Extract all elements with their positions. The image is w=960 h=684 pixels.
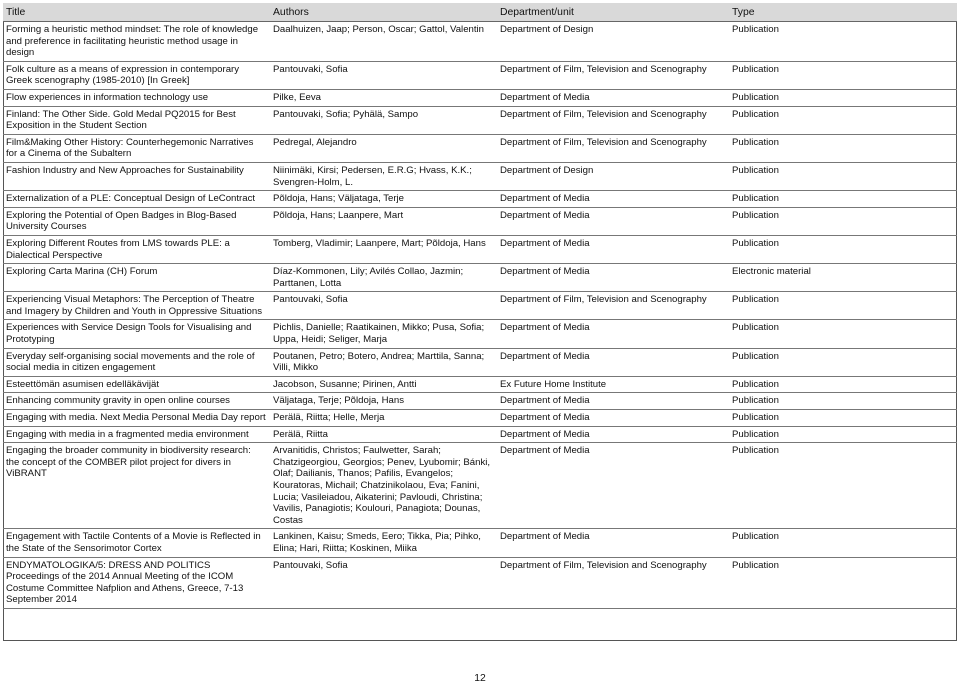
cell-department: Department of Film, Television and Scenography bbox=[497, 134, 729, 162]
cell-department: Department of Film, Television and Scenography bbox=[497, 106, 729, 134]
cell-department: Department of Film, Television and Scenography bbox=[497, 557, 729, 608]
cell-authors: Tomberg, Vladimir; Laanpere, Mart; Põldoja, Hans bbox=[270, 235, 497, 263]
cell-department: Department of Media bbox=[497, 191, 729, 208]
cell-type: Publication bbox=[729, 22, 957, 62]
cell-title: Folk culture as a means of expression in contemporary Greek scenography (1985-2010) [In Greek] bbox=[3, 61, 270, 89]
cell-department: Department of Design bbox=[497, 22, 729, 62]
table-row bbox=[3, 292, 957, 320]
table-row bbox=[3, 393, 957, 410]
header-type: Type bbox=[729, 3, 957, 22]
cell-department: Department of Media bbox=[497, 443, 729, 529]
table-row bbox=[3, 134, 957, 162]
cell-department: Department of Media bbox=[497, 393, 729, 410]
cell-authors: Pantouvaki, Sofia bbox=[270, 557, 497, 608]
cell-department: Department of Media bbox=[497, 235, 729, 263]
cell-title: ENDYMATOLOGIKA/5: DRESS AND POLITICS Proceedings of the 2014 Annual Meeting of the ICOM Costume Committee Nafplion and Athens, Greece, 7-13 September 2014 bbox=[3, 557, 270, 608]
cell-authors: Jacobson, Susanne; Pirinen, Antti bbox=[270, 376, 497, 393]
cell-authors: Lankinen, Kaisu; Smeds, Eero; Tikka, Pia; Pihko, Elina; Hari, Riitta; Koskinen, Miika bbox=[270, 529, 497, 557]
cell-type: Publication bbox=[729, 393, 957, 410]
table-row bbox=[3, 264, 957, 292]
cell-title: Finland: The Other Side. Gold Medal PQ2015 for Best Exposition in the Student Section bbox=[3, 106, 270, 134]
cell-title: Experiencing Visual Metaphors: The Perception of Theatre and Imagery by Children and Youth in Oppressive Situations bbox=[3, 292, 270, 320]
cell-type: Publication bbox=[729, 207, 957, 235]
cell-type: Electronic material bbox=[729, 264, 957, 292]
cell-title: Engaging the broader community in biodiversity research: the concept of the COMBER pilot project for divers in ViBRANT bbox=[3, 443, 270, 529]
cell-authors: Perälä, Riitta; Helle, Merja bbox=[270, 410, 497, 427]
table-row bbox=[3, 61, 957, 89]
cell-authors: Poutanen, Petro; Botero, Andrea; Marttila, Sanna; Villi, Mikko bbox=[270, 348, 497, 376]
cell-type: Publication bbox=[729, 162, 957, 190]
cell-type: Publication bbox=[729, 235, 957, 263]
cell-type: Publication bbox=[729, 106, 957, 134]
cell-title: Exploring Different Routes from LMS towards PLE: a Dialectical Perspective bbox=[3, 235, 270, 263]
cell-title: Flow experiences in information technology use bbox=[3, 89, 270, 106]
table-row bbox=[3, 22, 957, 62]
cell-title: Experiences with Service Design Tools for Visualising and Prototyping bbox=[3, 320, 270, 348]
table-row bbox=[3, 557, 957, 608]
cell-department: Department of Design bbox=[497, 162, 729, 190]
cell-department: Department of Media bbox=[497, 320, 729, 348]
header-row bbox=[3, 3, 957, 22]
cell-type: Publication bbox=[729, 557, 957, 608]
table-row bbox=[3, 443, 957, 529]
cell-title: Exploring Carta Marina (CH) Forum bbox=[3, 264, 270, 292]
cell-type: Publication bbox=[729, 410, 957, 427]
table-row bbox=[3, 191, 957, 208]
cell-department: Ex Future Home Institute bbox=[497, 376, 729, 393]
table-body bbox=[3, 22, 957, 609]
cell-authors: Díaz-Kommonen, Lily; Avilés Collao, Jazmin; Parttanen, Lotta bbox=[270, 264, 497, 292]
cell-department: Department of Film, Television and Scenography bbox=[497, 292, 729, 320]
cell-department: Department of Media bbox=[497, 207, 729, 235]
cell-authors: Väljataga, Terje; Põldoja, Hans bbox=[270, 393, 497, 410]
cell-authors: Niinimäki, Kirsi; Pedersen, E.R.G; Hvass, K.K.; Svengren-Holm, L. bbox=[270, 162, 497, 190]
cell-type: Publication bbox=[729, 348, 957, 376]
table-row bbox=[3, 410, 957, 427]
cell-authors: Põldoja, Hans; Väljataga, Terje bbox=[270, 191, 497, 208]
cell-authors: Perälä, Riitta bbox=[270, 426, 497, 443]
cell-title: Fashion Industry and New Approaches for Sustainability bbox=[3, 162, 270, 190]
header-department: Department/unit bbox=[497, 3, 729, 22]
cell-authors: Pantouvaki, Sofia bbox=[270, 61, 497, 89]
cell-title: Engaging with media in a fragmented media environment bbox=[3, 426, 270, 443]
cell-title: Enhancing community gravity in open online courses bbox=[3, 393, 270, 410]
cell-authors: Põldoja, Hans; Laanpere, Mart bbox=[270, 207, 497, 235]
cell-authors: Pantouvaki, Sofia bbox=[270, 292, 497, 320]
table-row bbox=[3, 162, 957, 190]
table-row bbox=[3, 207, 957, 235]
cell-authors: Daalhuizen, Jaap; Person, Oscar; Gattol, Valentin bbox=[270, 22, 497, 62]
table-row bbox=[3, 235, 957, 263]
cell-type: Publication bbox=[729, 443, 957, 529]
cell-title: Everyday self-organising social movements and the role of social media in citizen engagement bbox=[3, 348, 270, 376]
cell-type: Publication bbox=[729, 292, 957, 320]
table-row bbox=[3, 376, 957, 393]
cell-title: Engaging with media. Next Media Personal Media Day report bbox=[3, 410, 270, 427]
cell-authors: Pantouvaki, Sofia; Pyhälä, Sampo bbox=[270, 106, 497, 134]
cell-title: Film&Making Other History: Counterhegemonic Narratives for a Cinema of the Subaltern bbox=[3, 134, 270, 162]
cell-authors: Pichlis, Danielle; Raatikainen, Mikko; Pusa, Sofia; Uppa, Heidi; Seliger, Marja bbox=[270, 320, 497, 348]
table-row bbox=[3, 89, 957, 106]
cell-title: Esteettömän asumisen edelläkävijät bbox=[3, 376, 270, 393]
page-number: 12 bbox=[474, 673, 486, 684]
cell-department: Department of Media bbox=[497, 348, 729, 376]
cell-title: Exploring the Potential of Open Badges in Blog-Based University Courses bbox=[3, 207, 270, 235]
cell-type: Publication bbox=[729, 191, 957, 208]
table-row bbox=[3, 348, 957, 376]
cell-authors: Pedregal, Alejandro bbox=[270, 134, 497, 162]
header-title: Title bbox=[3, 3, 270, 22]
cell-type: Publication bbox=[729, 376, 957, 393]
cell-department: Department of Media bbox=[497, 89, 729, 106]
cell-title: Forming a heuristic method mindset: The role of knowledge and preference in facilitating heuristic method usage in design bbox=[3, 22, 270, 62]
cell-authors: Pilke, Eeva bbox=[270, 89, 497, 106]
cell-department: Department of Media bbox=[497, 529, 729, 557]
table-row bbox=[3, 106, 957, 134]
cell-title: Externalization of a PLE: Conceptual Design of LeContract bbox=[3, 191, 270, 208]
cell-department: Department of Media bbox=[497, 264, 729, 292]
cell-type: Publication bbox=[729, 134, 957, 162]
cell-type: Publication bbox=[729, 320, 957, 348]
table-row bbox=[3, 426, 957, 443]
cell-type: Publication bbox=[729, 89, 957, 106]
cell-authors: Arvanitidis, Christos; Faulwetter, Sarah; Chatzigeorgiou, Georgios; Penev, Lyubomir; Bánki, Olaf; Dailianis, Thanos; Pafilis, Evangelos; Kouratoras, Michail; Chatzinikolaou, Eva; Fanini, Lucia; Vasileiadou, Aikaterini; Pavloudi, Christina; Vavilis, Panagiotis; Koulouri, Panagiota; Dounas, Costas bbox=[270, 443, 497, 529]
header-authors: Authors bbox=[270, 3, 497, 22]
cell-department: Department of Film, Television and Scenography bbox=[497, 61, 729, 89]
table-row bbox=[3, 529, 957, 557]
publications-table bbox=[3, 3, 957, 609]
cell-type: Publication bbox=[729, 61, 957, 89]
cell-type: Publication bbox=[729, 426, 957, 443]
cell-title: Engagement with Tactile Contents of a Movie is Reflected in the State of the Sensorimotor Cortex bbox=[3, 529, 270, 557]
cell-type: Publication bbox=[729, 529, 957, 557]
cell-department: Department of Media bbox=[497, 426, 729, 443]
table-row bbox=[3, 320, 957, 348]
cell-department: Department of Media bbox=[497, 410, 729, 427]
